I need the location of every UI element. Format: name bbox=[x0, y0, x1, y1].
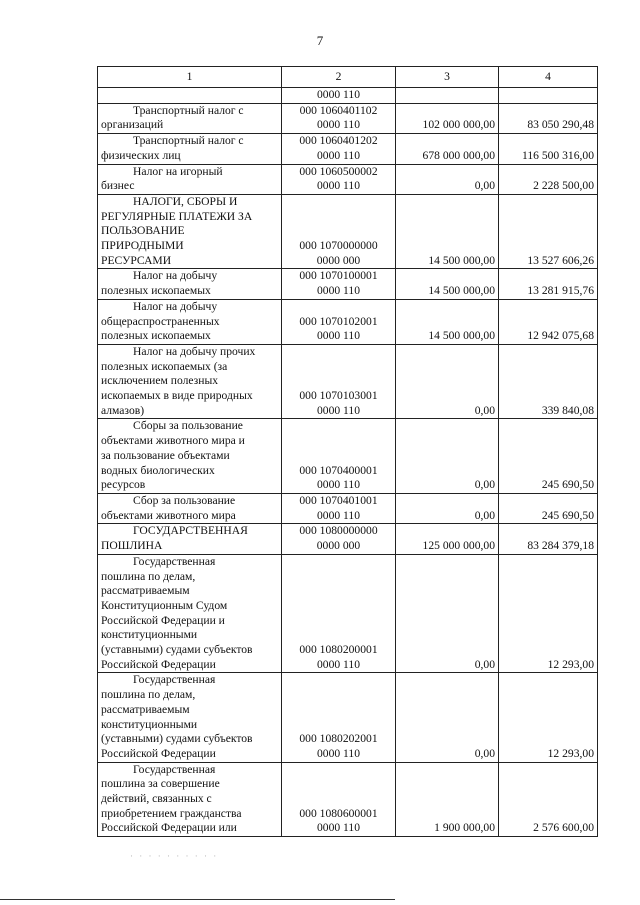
row-code-cell bbox=[282, 419, 396, 494]
row-name-text: Государственная пошлина по делам, рассматриваемым конституционными (уставными) судами субъектов Российской Федерации bbox=[101, 673, 253, 760]
row-code-text: 000 1070103001 0000 110 bbox=[299, 389, 378, 417]
row-fact-cell: 2 228 500,00 bbox=[499, 164, 598, 194]
row-code-text: 000 1080600001 0000 110 bbox=[299, 806, 378, 835]
row-code-cell bbox=[282, 493, 396, 523]
table-row bbox=[98, 419, 598, 494]
row-fact-cell: 83 284 379,18 bbox=[499, 524, 598, 554]
row-name-text: Транспортный налог с организаций bbox=[101, 103, 244, 132]
table-row bbox=[98, 88, 598, 104]
table-row bbox=[98, 134, 598, 164]
scan-artifact: · · · · · · · · · · bbox=[130, 851, 219, 861]
row-fact-cell: 116 500 316,00 bbox=[499, 134, 598, 164]
row-code-text: 000 1080202001 0000 110 bbox=[299, 732, 378, 760]
row-code-text: 000 1070401001 0000 110 bbox=[299, 493, 378, 522]
row-name-text: Налог на добычу прочих полезных ископаемых (за исключением полезных ископаемых в виде природных алмазов) bbox=[101, 344, 256, 417]
row-code-cell bbox=[282, 103, 396, 133]
header-col-2: 2 bbox=[282, 67, 396, 88]
row-name-text: Сбор за пользование объектами животного мира bbox=[101, 493, 236, 522]
page-number: 7 bbox=[316, 33, 324, 48]
row-name-text: Государственная пошлина по делам, рассматриваемым Конституционным Судом Российской Федерации и конституционными (уставными) судами субъектов Российской Федерации bbox=[101, 554, 253, 671]
row-code-text: 000 1070102001 0000 110 bbox=[299, 314, 378, 343]
row-code-cell bbox=[282, 344, 396, 419]
row-plan-cell: 14 500 000,00 bbox=[396, 194, 499, 269]
row-name-cell bbox=[98, 194, 282, 269]
row-name-cell bbox=[98, 493, 282, 523]
footer-rule bbox=[0, 899, 395, 900]
row-code-cell bbox=[282, 164, 396, 194]
row-code-cell bbox=[282, 299, 396, 344]
row-plan-cell: 0,00 bbox=[396, 673, 499, 762]
row-code-text: 000 1060401202 0000 110 bbox=[299, 134, 378, 162]
row-code-text: 000 1070100001 0000 110 bbox=[299, 269, 378, 298]
table-row bbox=[98, 164, 598, 194]
row-code-cell bbox=[282, 554, 396, 673]
row-fact-cell: 12 293,00 bbox=[499, 554, 598, 673]
row-code-text: 000 1070000000 0000 000 bbox=[299, 239, 378, 267]
row-plan-cell: 102 000 000,00 bbox=[396, 103, 499, 133]
row-name-text: НАЛОГИ, СБОРЫ И РЕГУЛЯРНЫЕ ПЛАТЕЖИ ЗА ПОЛЬЗОВАНИЕ ПРИРОДНЫМИ РЕСУРСАМИ bbox=[101, 194, 253, 267]
row-code-text: 000 1070400001 0000 110 bbox=[299, 463, 378, 492]
row-fact-cell: 245 690,50 bbox=[499, 493, 598, 523]
row-name-cell bbox=[98, 419, 282, 494]
row-code-text: 000 1060500002 0000 110 bbox=[299, 164, 378, 193]
row-code-cell bbox=[282, 524, 396, 554]
row-plan-cell: 1 900 000,00 bbox=[396, 762, 499, 837]
row-name-text: Налог на добычу общераспространенных полезных ископаемых bbox=[101, 299, 220, 343]
table-row bbox=[98, 673, 598, 762]
table-row bbox=[98, 194, 598, 269]
table-row bbox=[98, 103, 598, 133]
table-row bbox=[98, 299, 598, 344]
row-code-cell bbox=[282, 134, 396, 164]
row-name-cell bbox=[98, 344, 282, 419]
row-code-text: 000 1080000000 0000 000 bbox=[299, 524, 378, 553]
row-plan-cell: 125 000 000,00 bbox=[396, 524, 499, 554]
row-plan-cell: 678 000 000,00 bbox=[396, 134, 499, 164]
table-row bbox=[98, 493, 598, 523]
row-name-text: ГОСУДАРСТВЕННАЯ ПОШЛИНА bbox=[101, 524, 248, 553]
row-plan-cell bbox=[396, 88, 499, 104]
header-col-4: 4 bbox=[499, 67, 598, 88]
row-code-cell bbox=[282, 194, 396, 269]
table-row bbox=[98, 344, 598, 419]
row-name-cell bbox=[98, 524, 282, 554]
row-plan-cell: 14 500 000,00 bbox=[396, 269, 499, 299]
row-plan-cell: 0,00 bbox=[396, 164, 499, 194]
header-col-3: 3 bbox=[396, 67, 499, 88]
header-col-1: 1 bbox=[98, 67, 282, 88]
row-code-text: 000 1080200001 0000 110 bbox=[299, 643, 378, 671]
row-name-text: Транспортный налог с физических лиц bbox=[101, 134, 244, 162]
row-code-cell bbox=[282, 269, 396, 299]
row-plan-cell: 0,00 bbox=[396, 493, 499, 523]
row-code-cell bbox=[282, 762, 396, 837]
row-name-cell bbox=[98, 134, 282, 164]
row-name-cell bbox=[98, 554, 282, 673]
budget-revenue-table bbox=[97, 66, 598, 837]
table-body bbox=[98, 67, 598, 837]
row-name-text: Сборы за пользование объектами животного мира и за пользование объектами водных биологических ресурсов bbox=[101, 419, 245, 492]
row-name-text: Государственная пошлина за совершение действий, связанных с приобретением гражданства Российской Федерации или bbox=[101, 762, 242, 835]
table-header-row bbox=[98, 67, 598, 88]
row-name-cell bbox=[98, 164, 282, 194]
row-name-cell bbox=[98, 299, 282, 344]
row-code-cell bbox=[282, 88, 396, 104]
row-fact-cell: 2 576 600,00 bbox=[499, 762, 598, 837]
row-fact-cell: 83 050 290,48 bbox=[499, 103, 598, 133]
row-fact-cell: 13 527 606,26 bbox=[499, 194, 598, 269]
table-row bbox=[98, 554, 598, 673]
row-name-text: Налог на добычу полезных ископаемых bbox=[101, 269, 218, 298]
row-fact-cell: 12 942 075,68 bbox=[499, 299, 598, 344]
row-plan-cell: 0,00 bbox=[396, 554, 499, 673]
row-code-cell bbox=[282, 673, 396, 762]
row-name-cell bbox=[98, 103, 282, 133]
row-fact-cell: 12 293,00 bbox=[499, 673, 598, 762]
row-code-text: 0000 110 bbox=[316, 88, 361, 101]
row-plan-cell: 0,00 bbox=[396, 344, 499, 419]
table-row bbox=[98, 524, 598, 554]
row-name-cell bbox=[98, 269, 282, 299]
row-fact-cell: 245 690,50 bbox=[499, 419, 598, 494]
row-name-cell bbox=[98, 88, 282, 104]
row-plan-cell: 0,00 bbox=[396, 419, 499, 494]
row-name-cell bbox=[98, 673, 282, 762]
row-name-text: Налог на игорный бизнес bbox=[101, 164, 223, 193]
row-code-text: 000 1060401102 0000 110 bbox=[299, 103, 378, 132]
row-fact-cell: 13 281 915,76 bbox=[499, 269, 598, 299]
row-name-cell bbox=[98, 762, 282, 837]
row-plan-cell: 14 500 000,00 bbox=[396, 299, 499, 344]
table-row bbox=[98, 762, 598, 837]
row-fact-cell: 339 840,08 bbox=[499, 344, 598, 419]
table-row bbox=[98, 269, 598, 299]
row-fact-cell bbox=[499, 88, 598, 104]
